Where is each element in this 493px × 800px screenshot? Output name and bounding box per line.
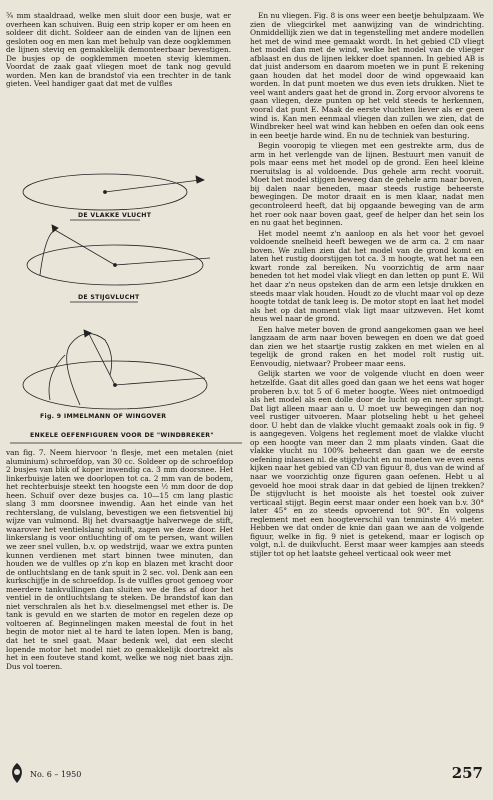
paragraph: En nu vliegen. Fig. 8 is ons weer een beetje behulpzaam. We zien de vliegcirkel met aanwijzing van de windrichting. Onmiddellijk zien we dat in tegenstelling met andere modellen het met de wind mee gemaakt wordt. In het gebied CD vliegt het model dan met de wind, welke het model van de vlieger afblaast en dus de lijnen lekker doet spannen. In gebied AB is dat juist andersom en daarom moeten we in punt E rekening gaan houden dat het model door de wind opgewaaid kan worden. In dat punt moeten we dus even iets drukken. Niet te veel want anders gaat het de grond in. Zorg ervoor alvorens te gaan vliegen, deze punten op het veld steeds te herkennen, vooral dat punt E. Maak de eerste vluchten liever als er geen wind is. Kan men eenmaal vliegen dan zullen we zien, dat de Windbreker heel wat wind kan hebben en oefen dan ook eens in een beetje harde wind. En nu de techniek van besturing. bbox=[250, 11, 484, 140]
issue-label: No. 6 – 1950 bbox=[30, 770, 82, 779]
figures-overall-caption: ENKELE OEFENFIGUREN VOOR DE "WINDBREKER" bbox=[30, 432, 214, 439]
paragraph: Gelijk starten we voor de volgende vlucht en doen weer hetzelfde. Gaat dit alles goed dan gaan we het eens wat hoger proberen b.v. tot 5 of 6 meter hoogte. Wees niet ontmoedigd als het model als een dolle door de lucht op en neer springt. Dat ligt alleen maar aan u. U moet uw bewegingen dan nog veel rustiger uitvoeren. Maar plotseling hebt u het geheel door. U hebt dan de vlakke vlucht gemaakt zoals ook in fig. 9 is aangegeven. Volgens het reglement moet de vlakke vlucht op een hoogte van meer dan 2 mm plaats vinden. Gaat die vlakke vlucht nu 100% beheerst dan gaan we de eerste oefening inlassen nl. de stijgvlucht en nu moeten we even eens kijken naar het gebied van CD van figuur 8, dus van de wind af naar we voorzichtig onze figuren gaan oefenen. Hebt u al gevoeld hoe mooi strak daar in dat gebied de lijnen trekken? De stijgvlucht is het mooiste als het toestel ook zuiver verticaal stijgt. Begin eerst maar onder een hoek van b.v. 30° later 45° en zo steeds opvoerend tot 90°. En volgens reglement met een hoogteverschil van tenminste 4½ meter. Hebben we dat onder de knie dan gaan we aan de volgende figuur, welke in fig. 9 niet is getekend, maar er logisch op volgt, n.l. de duikvlucht. Eerst maar weer kampjes aan steeds stijler tot op het laatste geheel verticaal ook weer met bbox=[250, 369, 484, 558]
left-column-bottom bbox=[6, 449, 233, 671]
page-footer bbox=[0, 762, 493, 792]
paragraph: van fig. 7. Neem hiervoor 'n flesje, met een metalen (niet aluminium) schroefdop, van 30 cc. Soldeer op de schroefdop 2 busjes van blik of koper inwendig ca. 3 mm doorsnee. Het linkerbuisje laten we doorlopen tot ca. 2 mm van de bodem, het rechterbuisje steekt ten hoogste een ½ mm door de dop heen. Schuif over deze busjes ca. 10—15 cm lang plastic slang 3 mm doorsnee inwendig. Aan het einde van het rechterslang, de vulslang, bevestigen we een fietsventiel bij wijze van vulmond. Bij het dvarsaagtje halverwege de stift, waarover het ventielslang schuift, zagen we deze door. Het linkerslang is voor ontluchting of om te persen, want willen we zeer snel vullen, b.v. op wedstrijd, waar we extra punten kunnen verdienen met start binnen twee minuten, dan houden we de vulfles op z'n kop en blazen met kracht door de ontluchtslang en de tank spuit in 2 sec. vol. Denk aan een kurkschijfje in de schroefdop. Is de vulfles groot genoeg voor meerdere tankvullingen dan sluiten we de fles af door het ventiel in de ontluchtslang te steken. De brandstof kan dan niet verschralen als het b.v. dieselmengsel met ether is. De tank is gevuld en we starten de motor en regelen deze op voltoeren af. Beginnelingen maken meestal de fout in het begin de motor niet al te hard te laten lopen. Men is bang, dat het te snel gaat. Maar bedenk wel, dat een slecht lopende motor het model niet zo gemakkelijk doortrekt als het in een fouteve stand komt, welke we nog niet baas zijn. Dus vol toeren. bbox=[6, 448, 233, 671]
page-number: 257 bbox=[451, 764, 483, 782]
magazine-logo-icon bbox=[8, 762, 26, 784]
paragraph: Een halve meter boven de grond aangekomen gaan we heel langzaam de arm naar boven bewegen en doen we dat goed dan zien we het staartje rustig zakken en met wielen en al tegelijk de grond raken en het model rolt rustig uit. Eenvoudig, nietwaar? Probeer maar eens. bbox=[250, 324, 484, 368]
figures-illustration bbox=[10, 170, 242, 445]
figure-caption-flat: DE VLAKKE VLUCHT bbox=[78, 212, 152, 219]
right-column bbox=[250, 12, 484, 558]
paragraph: Het model neemt z'n aanloop en als het voor het gevoel voldoende snelheid heeft bewegen we de arm ca. 2 cm naar boven. We zullen zien dat het model van de grond komt en laten het rustig doorstijgen tot ca. 3 m hoogte, wat het na een kwart ronde zal bereiken. Nu voorzichtig de arm naar beneden tot het model vlak vliegt en dan letten op punt E. Wil het daar z'n neus opsteken dan de arm een letsje drukken en steeds maar vlak houden. Houdt zo de vlucht maar vol op deze hoogte totdat de tank leeg is. De motor stopt en laat het model als het op dat moment vlak ligt maar uitzweven. Het komt heus wel naar de grond. bbox=[250, 228, 484, 324]
figure-caption-climb: DE STIJGVLUCHT bbox=[78, 294, 140, 301]
left-column-top bbox=[6, 12, 231, 89]
figure-caption-immelmann: Fig. 9 IMMELMANN OF WINGOVER bbox=[40, 413, 167, 420]
paragraph: Begin vooropig te vliegen met een gestrekte arm, dus de arm in het verlengde van de lijnen. Bestuurt men vanuit de pols maar eens met het model op de grond. Een heel kleine roeruitslag is al voldoende. Dus gehele arm recht vooruit. Moet het model stijgen beweeg dan de gehele arm naar boven, bij dalen naar beneden, maar steeds rustige beheerste bewegingen. De motor draait en is men klaar, nadat men gecontroleerd heeft, dat bij opgaande beweging van de arm het roer ook naar boven gaat, geef de helper dan het sein los en nu gaat het beginnen. bbox=[250, 141, 484, 228]
paragraph: ¾ mm staaldraad, welke men sluit door een busje, wat er overheen kan schuiven. Buig een strip koper er om heen en soldeer dit dicht. Soldeer aan de einden van de lijnen een gesloten oog en men kan met behulp van deze oogklemmen de lijnen steviq en gemakkelijk demonteerbaar bevestigen. De busjes op de oogklemmen moeten stevig klemmen. Voordat de zaak gaat vliegen moet de tank nog gevuld worden. Men kan de brandstof via een trechter in de tank gieten. Veel handiger gaat dat met de vulfles bbox=[6, 11, 231, 89]
